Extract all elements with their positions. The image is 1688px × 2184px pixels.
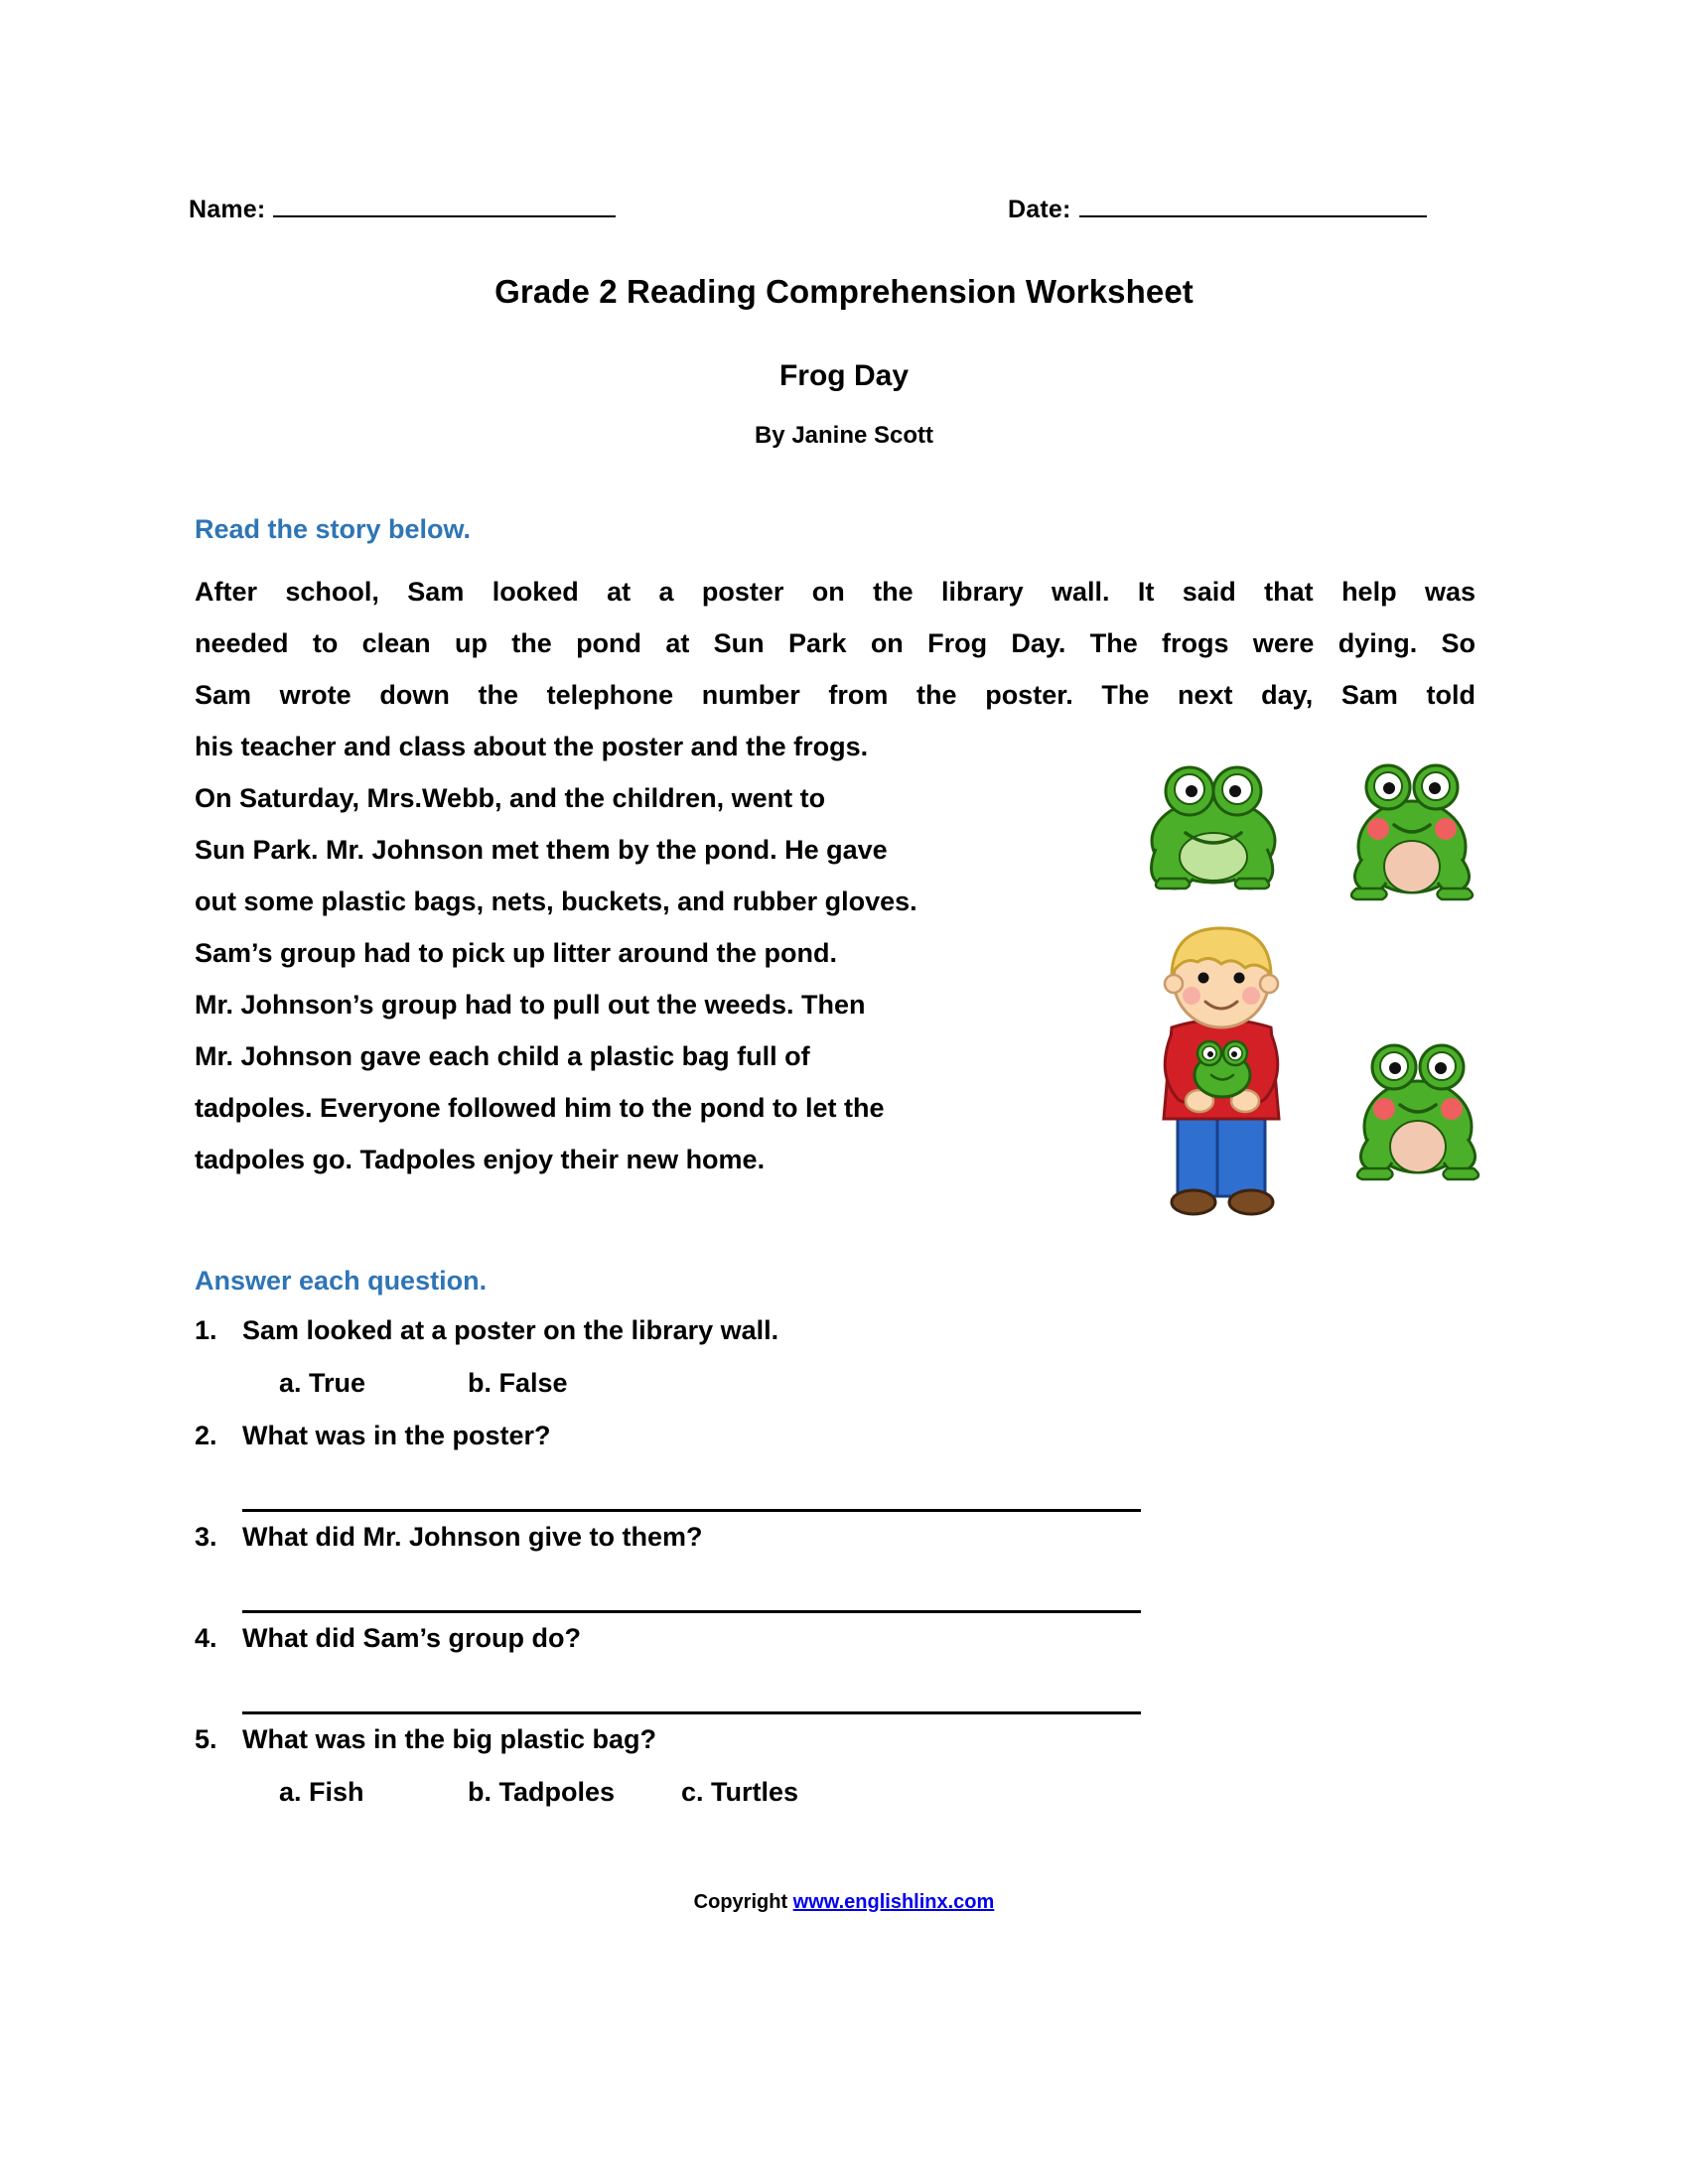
question-text: Sam looked at a poster on the library wall.: [242, 1315, 779, 1345]
frog-icon: [1152, 767, 1276, 888]
boy-with-frog-icon: [1164, 928, 1279, 1214]
question-text: What did Mr. Johnson give to them?: [242, 1522, 703, 1552]
story-line: needed to clean up the pond at Sun Park on Frog Day. The frogs were dying. So: [195, 628, 1476, 658]
question-number: 4.: [195, 1623, 217, 1653]
choice-option[interactable]: a. True: [279, 1368, 366, 1398]
story-line: After school, Sam looked at a poster on the library wall. It said that help was: [195, 577, 1476, 607]
frog-icon: [1357, 1045, 1478, 1179]
question-text: What was in the big plastic bag?: [242, 1724, 657, 1754]
read-story-heading: Read the story below.: [195, 514, 472, 544]
date-label: Date:: [1008, 196, 1071, 223]
question-text: What did Sam’s group do?: [242, 1623, 581, 1653]
question-choices: [195, 1777, 1386, 1830]
question-choices: [195, 1368, 1386, 1421]
answer-write-line[interactable]: [242, 1574, 1141, 1613]
story-author: By Janine Scott: [754, 422, 934, 449]
story-line: his teacher and class about the poster and the frogs.: [195, 732, 869, 761]
question-number: 3.: [195, 1522, 217, 1552]
question-number: 5.: [195, 1724, 217, 1754]
story-line: out some plastic bags, nets, buckets, and rubber gloves.: [195, 887, 917, 916]
name-field-group: [189, 194, 616, 224]
footer-copyright: [0, 1891, 1688, 1914]
choice-option[interactable]: b. False: [468, 1368, 568, 1398]
story-line: tadpoles. Everyone followed him to the pond to let the: [195, 1093, 885, 1123]
frogs-and-boy-illustration: [1142, 730, 1499, 1251]
story-line: tadpoles go. Tadpoles enjoy their new home.: [195, 1145, 766, 1174]
date-field-group: [1008, 194, 1427, 224]
copyright-label: Copyright: [693, 1891, 793, 1913]
story-line: Mr. Johnson’s group had to pull out the weeds. Then: [195, 990, 866, 1020]
question-number: 2.: [195, 1421, 217, 1450]
questions-list: [195, 1315, 1386, 1830]
date-write-line[interactable]: [1079, 194, 1427, 217]
worksheet-title: Grade 2 Reading Comprehension Worksheet: [494, 273, 1194, 310]
story-line: Mr. Johnson gave each child a plastic bag full of: [195, 1041, 810, 1071]
question-item: [195, 1421, 1386, 1473]
question-item: [195, 1522, 1386, 1574]
name-date-row: [189, 194, 1499, 233]
question-text: What was in the poster?: [242, 1421, 551, 1450]
choice-option[interactable]: a. Fish: [279, 1777, 364, 1807]
story-line: Sam’s group had to pick up litter around the pond.: [195, 938, 838, 968]
choice-option[interactable]: b. Tadpoles: [468, 1777, 616, 1807]
question-number: 1.: [195, 1315, 217, 1345]
story-line: On Saturday, Mrs.Webb, and the children, went to: [195, 783, 826, 813]
question-item: [195, 1623, 1386, 1676]
question-item: [195, 1315, 1386, 1368]
name-label: Name:: [189, 196, 266, 223]
choice-option[interactable]: c. Turtles: [681, 1777, 799, 1807]
story-line: Sam wrote down the telephone number from the poster. The next day, Sam told: [195, 680, 1476, 710]
answer-write-line[interactable]: [242, 1676, 1141, 1714]
answer-questions-heading: Answer each question.: [195, 1266, 488, 1296]
name-write-line[interactable]: [273, 194, 616, 217]
englishlinx-link[interactable]: www.englishlinx.com: [792, 1891, 995, 1913]
story-line: Sun Park. Mr. Johnson met them by the pond. He gave: [195, 835, 888, 865]
answer-write-line[interactable]: [242, 1473, 1141, 1512]
question-item: [195, 1724, 1386, 1777]
story-title: Frog Day: [778, 359, 910, 392]
frog-icon: [1351, 765, 1473, 899]
